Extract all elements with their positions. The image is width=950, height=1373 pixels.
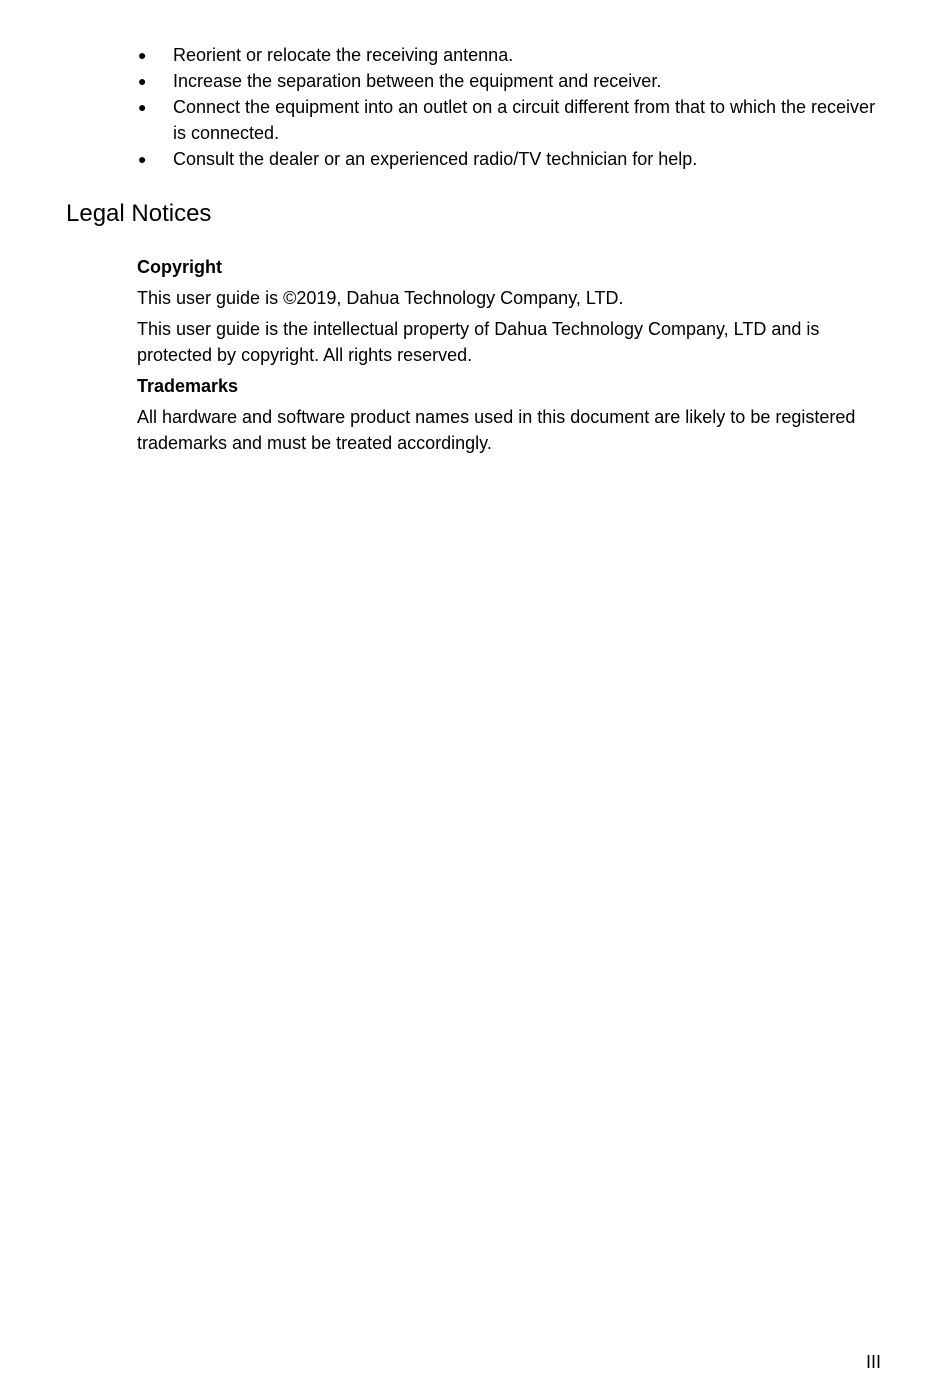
interference-remedies-list (138, 42, 883, 172)
trademarks-heading: Trademarks (137, 376, 239, 396)
list-item-text: Consult the dealer or an experienced radio/TV technician for help. (173, 149, 698, 169)
copyright-paragraph: This user guide is the intellectual property of Dahua Technology Company, LTD and is protected by copyright. All rights reserved. (137, 319, 820, 365)
bullet-icon: ● (138, 73, 147, 89)
list-item-text: Increase the separation between the equipment and receiver. (173, 71, 662, 91)
trademarks-paragraph: All hardware and software product names used in this document are likely to be registered trademarks and must be treated accordingly. (137, 407, 856, 453)
list-item-text: Connect the equipment into an outlet on a circuit different from that to which the receiver is connected. (173, 97, 876, 143)
list-item (138, 146, 883, 172)
list-item-text: Reorient or relocate the receiving antenna. (173, 45, 514, 65)
copyright-heading: Copyright (137, 257, 222, 277)
bullet-icon: ● (138, 99, 147, 115)
bullet-icon: ● (138, 47, 147, 63)
page-number: III (866, 1352, 882, 1372)
list-item (138, 42, 883, 68)
copyright-paragraph: This user guide is ©2019, Dahua Technology Company, LTD. (137, 288, 624, 308)
section-title-legal-notices: Legal Notices (66, 200, 212, 227)
list-item (138, 94, 883, 146)
bullet-icon: ● (138, 151, 147, 167)
legal-notices-content (137, 254, 867, 461)
list-item (138, 68, 883, 94)
